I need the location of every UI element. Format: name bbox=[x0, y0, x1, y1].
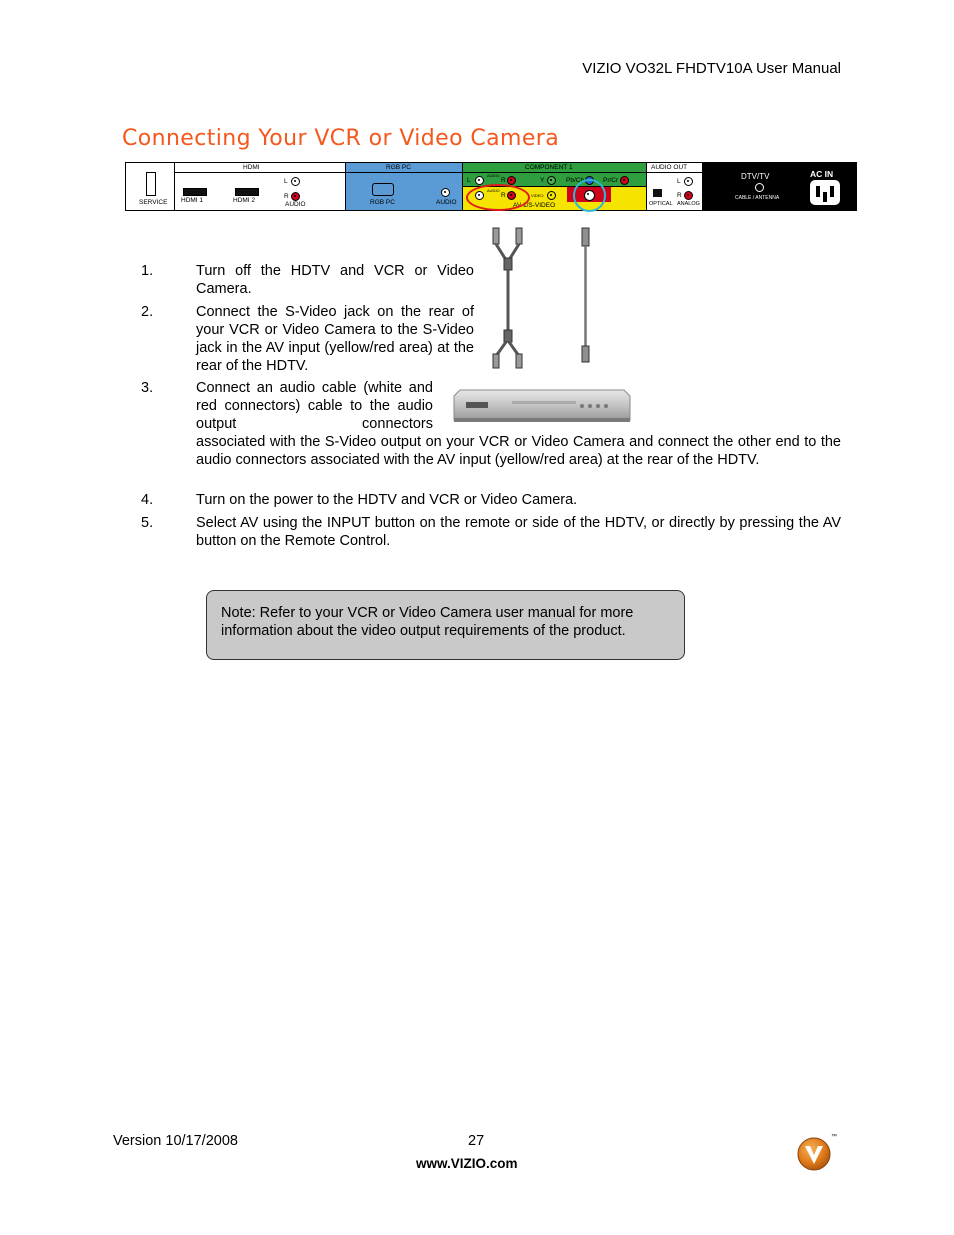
section-title: Connecting Your VCR or Video Camera bbox=[122, 126, 560, 151]
step-number: 3. bbox=[141, 380, 154, 396]
note-box: Note: Refer to your VCR or Video Camera user manual for more information about the video output requirements of the product. bbox=[206, 590, 685, 660]
comp-r: R bbox=[501, 177, 506, 184]
step-text: Turn off the HDTV and VCR or Video Camera. bbox=[196, 263, 474, 297]
dtv-label: DTV/TV bbox=[741, 172, 770, 181]
av-svideo-label: AV 1/S-VIDEO bbox=[513, 202, 556, 209]
svideo-highlight-circle bbox=[573, 179, 606, 212]
ac-in-label: AC IN bbox=[810, 169, 834, 179]
tv-rear-panel bbox=[125, 162, 857, 211]
optical-label: OPTICAL bbox=[649, 201, 673, 207]
dtv-zone bbox=[703, 163, 856, 210]
comp-l: L bbox=[467, 177, 471, 184]
hdmi1-label: HDMI 1 bbox=[181, 197, 204, 204]
step-text: Select AV using the INPUT button on the remote or side of the HDTV, or directly by pressing the AV button on the Remote Control. bbox=[196, 515, 841, 549]
audio-out-header: AUDIO OUT bbox=[651, 164, 688, 171]
step-number: 1. bbox=[141, 263, 154, 279]
analog-r-jack bbox=[684, 191, 693, 200]
rgb-pc-label: RGB PC bbox=[370, 199, 395, 206]
vizio-logo-icon bbox=[797, 1136, 833, 1172]
analog-l: L bbox=[677, 178, 681, 185]
audio-out-zone bbox=[647, 163, 703, 210]
vga-port bbox=[372, 183, 394, 196]
analog-r: R bbox=[677, 192, 682, 199]
hdmi-audio-l-jack bbox=[291, 177, 300, 186]
svideo-cable bbox=[582, 228, 589, 362]
rgb-header: RGB PC bbox=[386, 164, 411, 171]
hdmi2-label: HDMI 2 bbox=[233, 197, 256, 204]
rgb-zone bbox=[346, 163, 463, 210]
comp-pb: Pb/Cb bbox=[566, 177, 585, 184]
footer-page-number: 27 bbox=[468, 1133, 485, 1149]
comp-r-jack bbox=[507, 176, 516, 185]
step-text: Connect the S-Video jack on the rear of your VCR or Video Camera to the S-Video jack in the AV input (yellow/red area) at the rear of the HDTV. bbox=[196, 304, 474, 374]
av-audio-small: AUDIO bbox=[487, 188, 500, 193]
service-zone bbox=[126, 163, 175, 210]
step-text-part-b: associated with the S-Video output on your VCR or Video Camera and connect the other end to the audio connectors associated with the AV input (yellow/red area) at the rear of the HDTV. bbox=[196, 434, 841, 468]
av-video-jack bbox=[547, 191, 556, 200]
analog-label: ANALOG bbox=[677, 201, 700, 207]
comp-audio-small: AUDIO bbox=[487, 173, 500, 178]
footer-url: www.VIZIO.com bbox=[416, 1156, 518, 1171]
av-video-small: VIDEO bbox=[531, 193, 544, 198]
rgb-audio-jack bbox=[441, 188, 450, 197]
hdmi-audio-r: R bbox=[284, 193, 289, 200]
comp-y: Y bbox=[540, 177, 545, 184]
step-number: 2. bbox=[141, 304, 154, 320]
step-number: 5. bbox=[141, 515, 154, 531]
rgb-audio-label: AUDIO bbox=[436, 199, 457, 206]
footer-version: Version 10/17/2008 bbox=[113, 1133, 238, 1149]
cable-label: CABLE / ANTENNA bbox=[735, 195, 780, 201]
step-text-part-a: Connect an audio cable (white and red connectors) cable to the audio output connectors bbox=[196, 380, 433, 432]
comp-y-jack bbox=[547, 176, 556, 185]
ac-socket bbox=[810, 180, 840, 205]
hdmi-audio-label: AUDIO bbox=[285, 201, 306, 208]
step-number: 4. bbox=[141, 492, 154, 508]
vcr-device-illustration bbox=[452, 384, 632, 426]
optical-port bbox=[653, 189, 662, 197]
av-r: R bbox=[501, 192, 506, 199]
comp-pr: Pr/Cr bbox=[603, 177, 619, 184]
hdmi2-port bbox=[235, 188, 259, 196]
service-port bbox=[146, 172, 156, 196]
hdmi-zone bbox=[175, 163, 346, 210]
comp-l-jack bbox=[475, 176, 484, 185]
hdmi1-port bbox=[183, 188, 207, 196]
coax-port bbox=[755, 183, 764, 192]
header-title: VIZIO VO32L FHDTV10A User Manual bbox=[582, 60, 841, 77]
logo-trademark: ™ bbox=[831, 1134, 837, 1140]
component-header: COMPONENT 1 bbox=[525, 164, 573, 171]
cable-illustration bbox=[478, 222, 608, 372]
step-text: Turn on the power to the HDTV and VCR or Video Camera. bbox=[196, 492, 578, 508]
analog-l-jack bbox=[684, 177, 693, 186]
rca-audio-cable bbox=[493, 228, 522, 368]
comp-pr-jack bbox=[620, 176, 629, 185]
hdmi-audio-l: L bbox=[284, 178, 288, 185]
audio-highlight-circle bbox=[466, 184, 530, 211]
hdmi-header: HDMI bbox=[243, 164, 260, 171]
service-label: SERVICE bbox=[139, 199, 168, 206]
hdmi-audio-r-jack bbox=[291, 192, 300, 201]
